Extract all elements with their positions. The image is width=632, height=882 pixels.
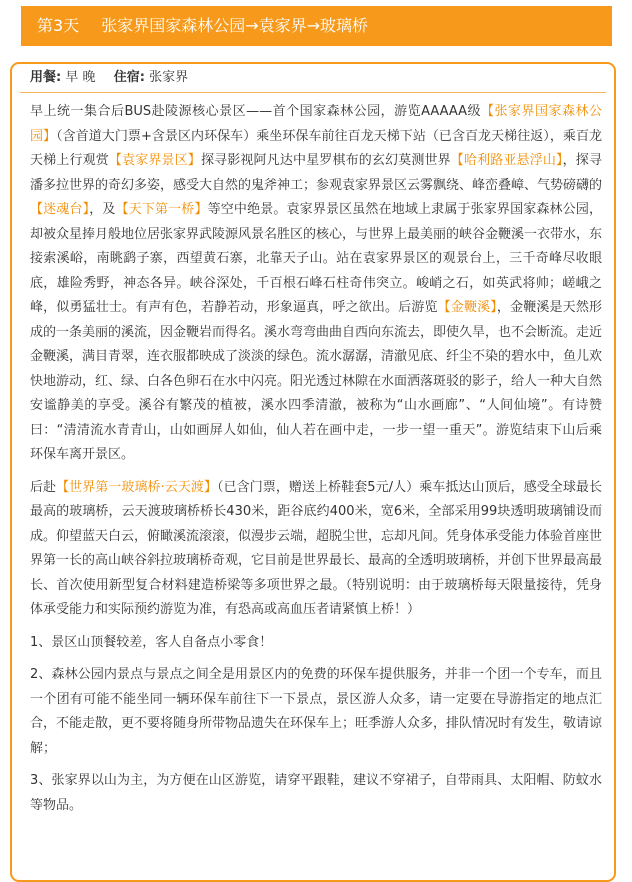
note-item: 2、森林公园内景点与景点之间全是用景区内的免费的环保车提供服务，并非一个团一个专车，而且一个团有可能不能坐同一辆环保车前往下一下景点，景区游人众多，请一定要在导游指定的地点汇合，不能走散，更不要将随身所带物品遗失在环保车上；旺季游人众多，排队情况时有发生，敬请谅解； xyxy=(30,667,603,756)
highlight-golden-whip-stream: 【金鞭溪】 xyxy=(437,300,497,315)
highlight-hallelujah-mountain: 【哈利路亚悬浮山】 xyxy=(450,153,563,168)
text-run: （含首道大门票+含景区内环保车）乘坐环保车前往百龙天梯下站（已含百龙天梯往返），乘百龙天梯上行观赏 xyxy=(30,128,602,168)
section-divider xyxy=(20,92,606,93)
lodging-value: 张家界 xyxy=(149,70,189,85)
paragraph-glass-bridge xyxy=(30,476,602,623)
text-run: ，及 xyxy=(89,202,116,217)
text-run: （已含门票，赠送上桥鞋套5元/人）乘车抵达山顶后，感受全球最长最高的玻璃桥，云天渡玻璃桥桥长430米，距谷底约400米，宽6米，全部采用99块透明玻璃铺设而成。仰望蓝天白云，俯瞰溪流滚滚，似漫步云端，超脱尘世，忘却凡间。凭身体承受能力体验首座世界第一长的高山峡谷斜拉玻璃桥奇观，它目前是世界最长、最高的全透明玻璃桥，并创下世界最高最长、首次使用新型复合材料建造桥梁等多项世界之最。（特别说明：由于玻璃桥每天限量接待，凭身体承受能力和实际预约游览为准，有恐高或高血压者请紧慎上桥！） xyxy=(30,479,603,617)
meal-lodging-row xyxy=(30,68,188,88)
text-run: ，探寻潘多拉世界的奇幻多姿，感受大自然的鬼斧神工；参观袁家界景区云雾飘绕、峰峦叠嶂、气势磅礴的 xyxy=(30,153,603,193)
lodging-label: 住宿: xyxy=(113,70,145,85)
day-header-bar xyxy=(21,6,612,46)
text-run: 后赴 xyxy=(30,479,57,495)
highlight-first-bridge: 【天下第一桥】 xyxy=(115,202,208,217)
meals-value: 早 晚 xyxy=(65,70,96,85)
paragraph-forest-park xyxy=(30,100,602,468)
highlight-yuanjiajie: 【袁家界景区】 xyxy=(108,153,201,168)
itinerary-content xyxy=(30,100,602,826)
highlight-mihuntai: 【迷魂台】 xyxy=(30,202,90,217)
meals-label: 用餐: xyxy=(30,70,62,85)
note-item: 3、张家界以山为主，为方便在山区游览，请穿平跟鞋，建议不穿裙子，自带雨具、太阳帽、防蚊水等物品。 xyxy=(30,773,602,813)
notes-list xyxy=(30,631,602,819)
highlight-glass-bridge: 【世界第一玻璃桥·云天渡】 xyxy=(56,479,218,495)
highlight-forest-park: 【张家界国家森林公园】 xyxy=(30,104,602,144)
text-run: 早上统一集合后BUS赴陵源核心景区——首个国家森林公园，游览AAAAA级 xyxy=(30,104,482,119)
text-run: ，金鞭溪是天然形成的一条美丽的溪流，因金鞭岩而得名。溪水弯弯曲曲自西向东流去，即使久旱，也不会断流。走近金鞭溪，满目青翠，连衣服都映成了淡淡的绿色。流水潺潺，清澈见底、纤尘不染的碧水中，鱼儿欢快地游动，红、绿、白各色卵石在水中闪亮。阳光透过林隙在水面洒落斑驳的影子，给人一种大自然安谧静美的享受。溪谷有繁茂的植被，溪水四季清澈，被称为“山水画廊”、“人间仙境”。有诗赞曰：“清清流水青青山，山如画屏人如仙，仙人若在画中走，一步一望一重天”。游览结束下山后乘环保车离开景区。 xyxy=(30,300,603,462)
note-item: 1、景区山顶餐较差，客人自备点小零食！ xyxy=(30,634,273,650)
day-route: 张家界国家森林公园→袁家界→玻璃桥 xyxy=(101,16,369,35)
text-run: 探寻影视阿凡达中星罗棋布的玄幻莫测世界 xyxy=(200,153,451,168)
text-run: 等空中绝景。袁家界景区虽然在地域上隶属于张家界国家森林公园，却被众星捧月般地位居张家界武陵源风景名胜区的核心，与世界上最美丽的峡谷金鞭溪一衣带水，东接索溪峪，南眺鹞子寨，西望黄石寨，北靠天子山。站在袁家界景区的观景台上，三千奇峰尽收眼底，雄险秀野，神态各异。峡谷深处，千百根石峰石柱奇伟突立。峻峭之石，如英武将帅；嵯峨之峰，似勇猛壮士。有声有色，若静若动，形象逼真，呼之欲出。后游览 xyxy=(30,202,603,315)
day-number: 第3天 xyxy=(37,16,80,35)
